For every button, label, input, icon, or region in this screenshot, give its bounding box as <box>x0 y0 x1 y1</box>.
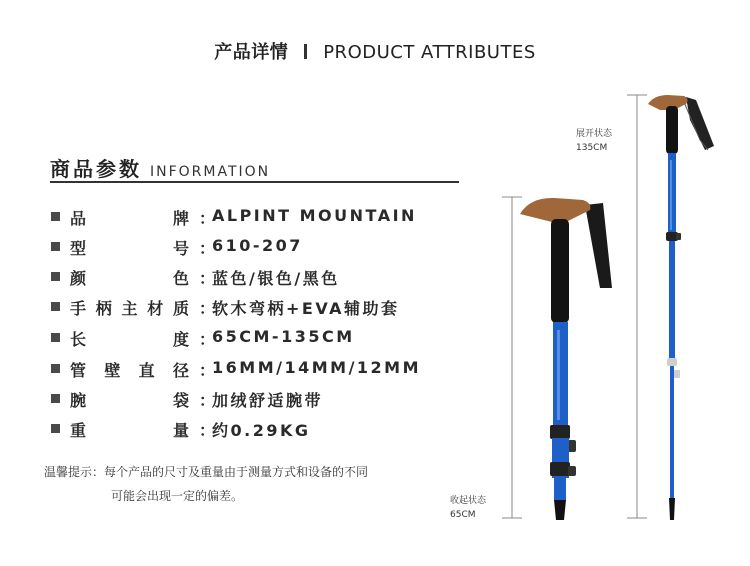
bottom-tube <box>670 366 674 498</box>
collapsed-dimension-line <box>502 197 522 518</box>
attribute-colon: ： <box>199 330 216 349</box>
attribute-label: 长度 <box>70 330 190 349</box>
rubber-tip <box>669 498 675 520</box>
attribute-value: ALPINT MOUNTAIN <box>212 206 417 225</box>
attribute-label: 手柄主材质 <box>70 299 190 318</box>
upper-tube <box>553 322 568 426</box>
header-title-zh: 产品详情 <box>214 42 289 63</box>
attribute-label: 颜色 <box>70 269 190 288</box>
attribute-colon: ： <box>199 361 216 380</box>
attribute-colon: ： <box>199 269 216 288</box>
header-title-en: PRODUCT ATTRIBUTES <box>323 42 536 63</box>
section-title-zh: 商品参数 <box>50 157 142 181</box>
foam-grip <box>551 219 569 323</box>
middle-tube <box>669 241 675 359</box>
wrist-strap <box>585 203 612 288</box>
attribute-value: 16MM/14MM/12MM <box>212 358 422 377</box>
attribute-colon: ： <box>199 239 216 258</box>
attribute-value: 软木弯柄+EVA辅助套 <box>212 299 400 318</box>
extended-dimension-line <box>627 95 647 518</box>
collapsed-length-text: 65CM <box>450 510 476 520</box>
attribute-label: 重量 <box>70 421 190 440</box>
note-line-1: 温馨提示：每个产品的尺寸及重量由于测量方式和设备的不同 <box>44 465 369 479</box>
rubber-tip <box>554 500 566 520</box>
extended-state-text: 展开状态 <box>576 129 613 139</box>
extended-length-text: 135CM <box>576 143 608 153</box>
note-line-2: 可能会出现一定的偏差。 <box>111 489 244 503</box>
collapsed-state-text: 收起状态 <box>450 496 487 506</box>
collapsed-pole <box>520 198 612 520</box>
attribute-colon: ： <box>199 299 216 318</box>
attribute-label: 腕袋 <box>70 391 190 410</box>
foam-grip <box>666 106 678 154</box>
section-title-en: INFORMATION <box>150 164 271 180</box>
extended-pole <box>648 95 714 520</box>
attribute-value: 65CM-135CM <box>212 327 355 346</box>
attribute-value: 加绒舒适腕带 <box>212 391 324 410</box>
attribute-value: 约0.29KG <box>212 421 311 440</box>
wrist-strap <box>686 97 714 150</box>
attribute-colon: ： <box>199 391 216 410</box>
attribute-colon: ： <box>199 209 216 228</box>
attribute-label: 型号 <box>70 239 190 258</box>
attribute-label: 管壁直径 <box>70 361 190 380</box>
attribute-label: 品牌 <box>70 209 190 228</box>
cork-handle <box>520 198 590 222</box>
attribute-value: 610-207 <box>212 236 303 255</box>
attribute-value: 蓝色/银色/黑色 <box>212 269 340 288</box>
attribute-colon: ： <box>199 421 216 440</box>
